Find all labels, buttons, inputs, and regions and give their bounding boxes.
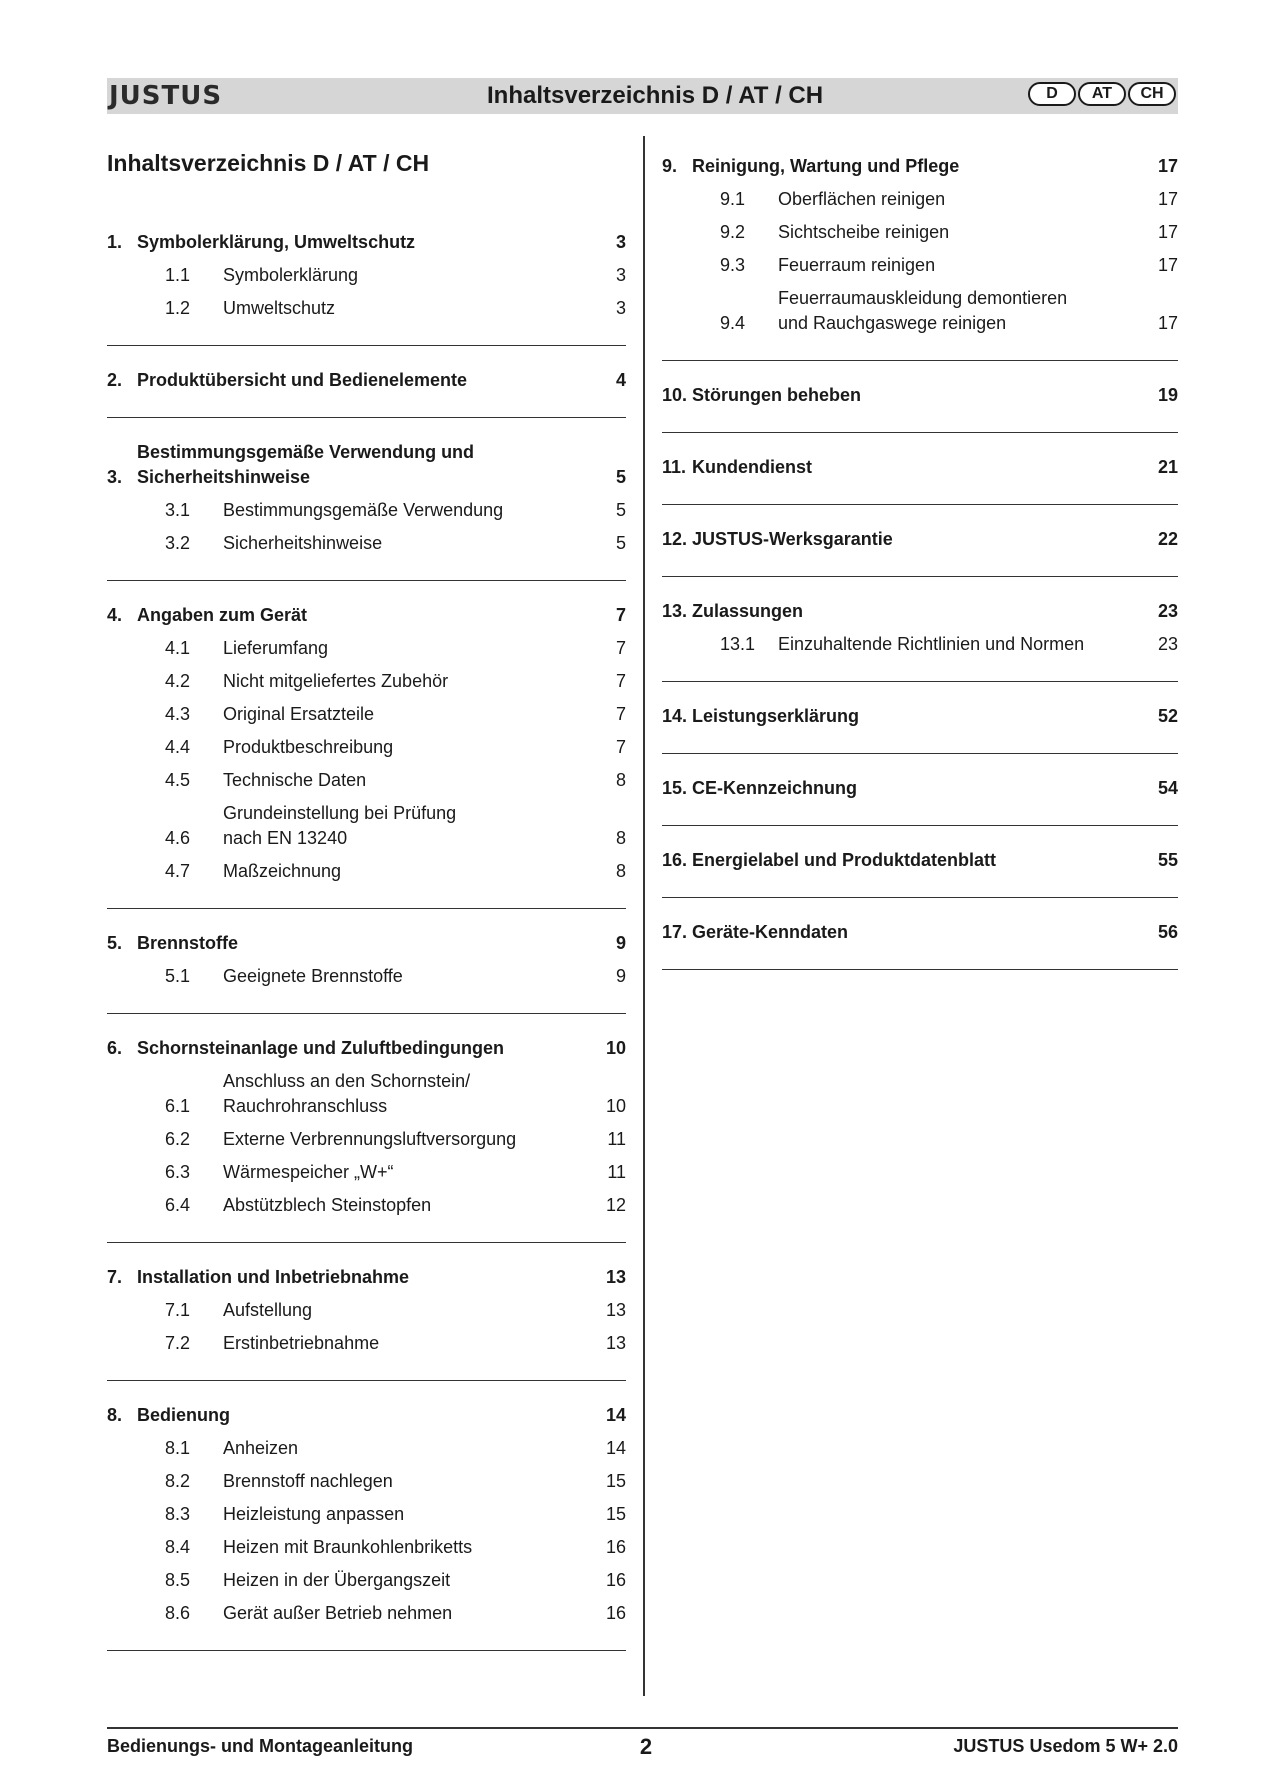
header-title: Inhaltsverzeichnis D / AT / CH [487,82,824,109]
chapter-title [137,1036,586,1061]
country-badge-d: D [1028,82,1076,106]
subsection-number: 1.1 [165,265,191,285]
chapter-title-line: JUSTUS-Werksgarantie [692,529,893,549]
toc-subsection-entry[interactable] [107,797,626,855]
toc-chapter-entry[interactable] [107,1399,626,1432]
chapter-title [692,154,1138,179]
subsection-title [223,1601,586,1626]
subsection-number: 8.2 [165,1471,191,1491]
subsection-number: 4.3 [165,704,191,724]
subsection-title [223,1298,586,1323]
footer-product-name: JUSTUS Usedom 5 W+ 2.0 [953,1736,1178,1756]
toc-section [662,451,1178,505]
toc-subsection-entry[interactable] [107,1189,626,1222]
subsection-title-line: Symbolerklärung [223,265,359,285]
toc-subsection-entry[interactable] [107,731,626,764]
subsection-page: 13 [605,1333,626,1353]
toc-subsection-entry[interactable] [107,292,626,325]
subsection-title [223,1127,586,1152]
subsection-title [223,1535,586,1560]
chapter-page: 9 [615,933,626,953]
toc-chapter-entry[interactable] [107,364,626,397]
subsection-title [778,286,1138,336]
chapter-title-line: Bedienung [137,1405,230,1425]
toc-chapter-entry[interactable] [107,226,626,259]
toc-section [107,364,626,418]
toc-subsection-entry[interactable] [662,249,1178,282]
chapter-page: 52 [1157,706,1178,726]
subsection-number: 6.1 [165,1096,191,1116]
subsection-title-line: Heizen in der Übergangszeit [223,1570,451,1590]
chapter-number: 12. [662,529,688,549]
chapter-number: 17. [662,922,688,942]
chapter-title-line: Störungen beheben [692,385,862,405]
toc-section [662,772,1178,826]
toc-left-column [107,150,626,1669]
subsection-page: 8 [615,770,626,790]
chapter-page: 22 [1157,529,1178,549]
subsection-title [223,1502,586,1527]
subsection-page: 17 [1157,255,1178,275]
subsection-number: 1.2 [165,298,191,318]
subsection-title-line: Einzuhaltende Richtlinien und Normen [778,634,1085,654]
chapter-number: 11. [662,457,687,477]
chapter-number: 6. [107,1038,123,1058]
subsection-title [223,1193,586,1218]
toc-subsection-entry[interactable] [107,632,626,665]
subsection-number: 9.1 [720,189,746,209]
chapter-title-line: Reinigung, Wartung und Pflege [692,156,960,176]
toc-subsection-entry[interactable] [107,764,626,797]
subsection-title [223,964,586,989]
toc-section [662,150,1178,361]
chapter-number: 15. [662,778,688,798]
subsection-number: 8.4 [165,1537,191,1557]
chapter-title-line: Leistungserklärung [692,706,860,726]
toc-section [107,1399,626,1651]
subsection-title-line: und Rauchgaswege reinigen [778,313,1007,333]
toc-subsection-entry[interactable] [107,1065,626,1123]
subsection-title [778,632,1138,657]
footer-page-number: 2 [639,1734,653,1759]
toc-chapter-entry[interactable] [662,595,1178,628]
subsection-title [223,1069,586,1119]
toc-subsection-entry[interactable] [107,855,626,888]
country-badge-ch: CH [1128,82,1176,106]
subsection-page: 7 [615,704,626,724]
toc-chapter-entry[interactable] [662,451,1178,484]
chapter-page: 17 [1157,156,1178,176]
toc-chapter-entry[interactable] [107,1032,626,1065]
toc-subsection-entry[interactable] [107,1498,626,1531]
subsection-number: 6.3 [165,1162,191,1182]
subsection-page: 5 [615,500,626,520]
toc-section [107,226,626,346]
subsection-title [778,187,1138,212]
subsection-number: 4.1 [165,638,191,658]
subsection-number: 4.2 [165,671,191,691]
toc-chapter-entry[interactable] [662,150,1178,183]
country-badge-at: AT [1078,82,1126,106]
subsection-page: 7 [615,638,626,658]
chapter-title-line: Brennstoffe [137,933,239,953]
chapter-title [137,931,586,956]
toc-section [662,595,1178,682]
toc-chapter-entry[interactable] [107,599,626,632]
subsection-title [223,801,586,851]
subsection-title [223,636,586,661]
chapter-number: 8. [107,1405,123,1425]
subsection-title-line: Produktbeschreibung [223,737,394,757]
toc-subsection-entry[interactable] [107,1123,626,1156]
chapter-title [692,920,1138,945]
chapter-title [137,1403,586,1428]
subsection-title-line: Grundeinstellung bei Prüfung [223,803,457,823]
chapter-page: 23 [1157,601,1178,621]
subsection-page: 16 [605,1603,626,1623]
chapter-title [692,704,1138,729]
subsection-title-line: Wärmespeicher „W+“ [223,1162,394,1182]
subsection-number: 8.6 [165,1603,191,1623]
chapter-number: 13. [662,601,688,621]
subsection-title-line: Geeignete Brennstoffe [223,966,403,986]
chapter-number: 3. [107,467,123,487]
subsection-page: 15 [605,1471,626,1491]
toc-section [107,436,626,581]
chapter-title [137,603,586,628]
subsection-title [223,859,586,884]
toc-chapter-entry[interactable] [107,927,626,960]
toc-section [662,523,1178,577]
subsection-page: 7 [615,671,626,691]
subsection-title [223,263,586,288]
subsection-title [778,253,1138,278]
toc-chapter-entry[interactable] [107,1261,626,1294]
subsection-title-line: Heizleistung anpassen [223,1504,405,1524]
subsection-number: 4.5 [165,770,191,790]
subsection-page: 7 [615,737,626,757]
subsection-title-line: Nicht mitgeliefertes Zubehör [223,671,449,691]
toc-subsection-entry[interactable] [662,183,1178,216]
subsection-title [223,735,586,760]
toc-subsection-entry[interactable] [662,628,1178,661]
subsection-page: 5 [615,533,626,553]
subsection-title-line: Sichtscheibe reinigen [778,222,950,242]
toc-subsection-entry[interactable] [107,698,626,731]
chapter-title [692,527,1138,552]
subsection-title [223,1568,586,1593]
chapter-title-line: CE-Kennzeichnung [692,778,857,798]
toc-section [662,700,1178,754]
toc-section [107,1261,626,1381]
chapter-title-line: Zulassungen [692,601,804,621]
subsection-title-line: nach EN 13240 [223,828,348,848]
subsection-page: 13 [605,1300,626,1320]
toc-subsection-entry[interactable] [107,960,626,993]
subsection-number: 6.4 [165,1195,191,1215]
toc-section [107,927,626,1014]
toc-subsection-entry[interactable] [107,527,626,560]
toc-subsection-entry[interactable] [107,1597,626,1630]
subsection-page: 8 [615,861,626,881]
chapter-title [692,776,1138,801]
subsection-title-line: Brennstoff nachlegen [223,1471,393,1491]
subsection-number: 8.3 [165,1504,191,1524]
toc-chapter-entry[interactable] [662,379,1178,412]
chapter-page: 5 [615,467,626,487]
subsection-title-line: Feuerraum reinigen [778,255,936,275]
subsection-page: 15 [605,1504,626,1524]
subsection-number: 4.7 [165,861,191,881]
chapter-title-line: Produktübersicht und Bedienelemente [137,370,468,390]
subsection-page: 14 [605,1438,626,1458]
chapter-page: 54 [1157,778,1178,798]
chapter-page: 55 [1157,850,1178,870]
subsection-number: 13.1 [720,634,756,654]
toc-subsection-entry[interactable] [107,665,626,698]
chapter-number: 9. [662,156,678,176]
toc-chapter-entry[interactable] [662,523,1178,556]
toc-subsection-entry[interactable] [107,494,626,527]
subsection-title-line: Feuerraumauskleidung demontieren [778,288,1068,308]
subsection-number: 3.1 [165,500,191,520]
subsection-number: 7.2 [165,1333,191,1353]
toc-chapter-entry[interactable] [662,844,1178,877]
toc-subsection-entry[interactable] [662,216,1178,249]
chapter-title-line: Installation und Inbetriebnahme [137,1267,410,1287]
subsection-number: 9.3 [720,255,746,275]
toc-title: Inhaltsverzeichnis D / AT / CH [107,150,430,176]
subsection-title [778,220,1138,245]
subsection-title-line: Technische Daten [223,770,367,790]
subsection-number: 5.1 [165,966,191,986]
subsection-title [223,669,586,694]
chapter-number: 5. [107,933,123,953]
chapter-title [137,1265,586,1290]
toc-subsection-entry[interactable] [107,1294,626,1327]
subsection-page: 23 [1157,634,1178,654]
subsection-page: 10 [605,1096,626,1116]
toc-section [662,916,1178,970]
chapter-title-line: Sicherheitshinweise [137,467,311,487]
footer-rule [107,1727,1178,1729]
subsection-page: 11 [607,1129,626,1149]
chapter-title-line: Kundendienst [692,457,812,477]
subsection-title-line: Aufstellung [223,1300,313,1320]
chapter-title-line: Angaben zum Gerät [137,605,308,625]
subsection-page: 12 [605,1195,626,1215]
subsection-page: 3 [615,265,626,285]
subsection-number: 8.5 [165,1570,191,1590]
chapter-page: 13 [605,1267,626,1287]
chapter-page: 4 [615,370,626,390]
subsection-title [223,1160,586,1185]
chapter-page: 7 [615,605,626,625]
chapter-title [692,848,1138,873]
subsection-title-line: Umweltschutz [223,298,336,318]
subsection-title-line: Original Ersatzteile [223,704,375,724]
chapter-page: 3 [615,232,626,252]
subsection-title [223,1469,586,1494]
footer-manual-title: Bedienungs- und Montageanleitung [107,1736,413,1756]
subsection-title [223,1436,586,1461]
subsection-number: 8.1 [165,1438,191,1458]
toc-subsection-entry[interactable] [107,1432,626,1465]
subsection-page: 17 [1157,222,1178,242]
chapter-page: 21 [1157,457,1178,477]
subsection-title [223,296,586,321]
subsection-title-line: Anheizen [223,1438,299,1458]
toc-chapter-entry[interactable] [662,772,1178,805]
toc-subsection-entry[interactable] [107,1327,626,1360]
country-badges [1028,82,1176,106]
subsection-title-line: Anschluss an den Schornstein/ [223,1071,471,1091]
justus-logo: JUSTUS [109,81,223,111]
subsection-title-line: Gerät außer Betrieb nehmen [223,1603,453,1623]
subsection-title-line: Externe Verbrennungsluftversorgung [223,1129,517,1149]
subsection-number: 9.2 [720,222,746,242]
chapter-title [137,368,586,393]
chapter-page: 14 [605,1405,626,1425]
toc-chapter-entry[interactable] [107,436,626,494]
chapter-number: 14. [662,706,688,726]
toc-section [107,1032,626,1243]
subsection-number: 9.4 [720,313,746,333]
subsection-page: 17 [1157,313,1178,333]
subsection-page: 11 [607,1162,626,1182]
subsection-title-line: Lieferumfang [223,638,329,658]
chapter-title [137,230,586,255]
toc-chapter-entry[interactable] [662,700,1178,733]
toc-subsection-entry[interactable] [662,282,1178,340]
subsection-number: 6.2 [165,1129,191,1149]
chapter-number: 10. [662,385,688,405]
chapter-number: 1. [107,232,123,252]
subsection-number: 4.6 [165,828,191,848]
subsection-page: 9 [615,966,626,986]
subsection-title [223,531,586,556]
toc-right-list [662,150,1178,970]
chapter-title-line: Energielabel und Produktdatenblatt [692,850,997,870]
chapter-title [692,599,1138,624]
toc-subsection-entry[interactable] [107,1156,626,1189]
chapter-page: 56 [1157,922,1178,942]
toc-subsection-entry[interactable] [107,259,626,292]
chapter-title [692,383,1138,408]
subsection-title [223,768,586,793]
subsection-page: 8 [615,828,626,848]
chapter-number: 4. [107,605,123,625]
subsection-title [223,702,586,727]
subsection-number: 4.4 [165,737,191,757]
chapter-page: 10 [605,1038,626,1058]
chapter-number: 2. [107,370,123,390]
toc-section [107,599,626,909]
subsection-page: 16 [605,1570,626,1590]
subsection-number: 3.2 [165,533,191,553]
chapter-title-line: Geräte-Kenndaten [692,922,849,942]
toc-section [662,379,1178,433]
toc-chapter-entry[interactable] [662,916,1178,949]
subsection-page: 17 [1157,189,1178,209]
subsection-title-line: Bestimmungsgemäße Verwendung [223,500,504,520]
chapter-title-line: Bestimmungsgemäße Verwendung und [137,442,475,462]
toc-subsection-entry[interactable] [107,1465,626,1498]
chapter-title [137,440,586,490]
toc-left-list [107,226,626,1651]
subsection-title-line: Heizen mit Braunkohlenbriketts [223,1537,473,1557]
subsection-title-line: Oberflächen reinigen [778,189,946,209]
column-divider [643,136,645,1696]
subsection-page: 16 [605,1537,626,1557]
subsection-title-line: Erstinbetriebnahme [223,1333,380,1353]
subsection-page: 3 [615,298,626,318]
subsection-number: 7.1 [165,1300,191,1320]
subsection-title [223,498,586,523]
subsection-title-line: Sicherheitshinweise [223,533,383,553]
toc-subsection-entry[interactable] [107,1564,626,1597]
toc-subsection-entry[interactable] [107,1531,626,1564]
subsection-title-line: Maßzeichnung [223,861,342,881]
subsection-title-line: Abstützblech Steinstopfen [223,1195,432,1215]
chapter-title [692,455,1138,480]
chapter-number: 7. [107,1267,123,1287]
toc-right-column [662,150,1178,988]
toc-section [662,844,1178,898]
subsection-title [223,1331,586,1356]
chapter-title-line: Symbolerklärung, Umweltschutz [137,232,416,252]
subsection-title-line: Rauchrohranschluss [223,1096,388,1116]
chapter-title-line: Schornsteinanlage und Zuluftbedingungen [137,1038,504,1058]
page-header [107,78,1178,114]
chapter-number: 16. [662,850,688,870]
chapter-page: 19 [1157,385,1178,405]
